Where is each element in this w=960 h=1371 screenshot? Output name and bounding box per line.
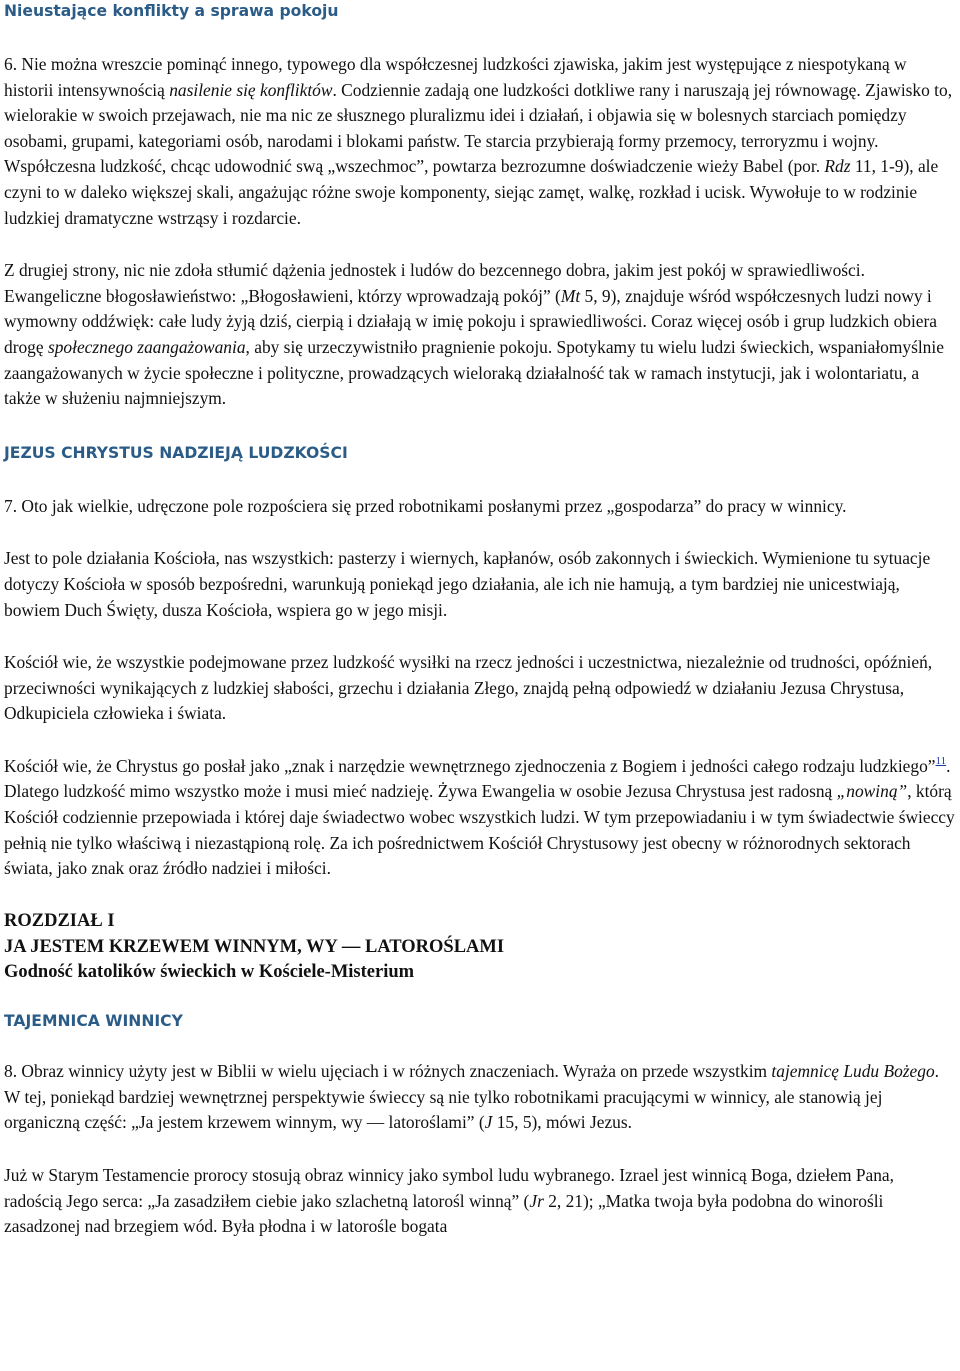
emphasis: społecznego zaangażowania (47, 336, 246, 357)
paragraph-8b: Już w Starym Testamencie prorocy stosują obraz winnicy jako symbol ludu wybranego. Izrael jest winnicą Boga, dziełem Pana, radością Jego serca: „Ja zasadziłem ciebie jako szlachetną latorośl winną” (Jr 2, 21); „Matka twoja była podobna do winorośli zasadzonej nad brzegiem wód. Była płodna i w latorośle bogata (4, 1165, 894, 1237)
section-heading-jesus: JEZUS CHRYSTUS NADZIEJĄ LUDZKOŚCI (4, 443, 348, 462)
emphasis: nasilenie się konfliktów (169, 79, 333, 100)
paragraph-8: 8. Obraz winnicy użyty jest w Biblii w wielu ujęciach i w różnych znaczeniach. Wyraża on przede wszystkim tajemnicę Ludu Bożego. W tej, poniekąd bardziej wewnętrznej perspektywie świeccy są nie tylko robotnikami pracującymi w winnicy, ale stanowią jej organiczną część: „Ja jestem krzewem winnym, wy — latoroślami” (J 15, 5), mówi Jezus. (4, 1061, 940, 1133)
chapter-heading (4, 909, 956, 986)
emphasis: „nowiną” (836, 781, 908, 802)
paragraph-7d: Kościół wie, że Chrystus go posłał jako „znak i narzędzie wewnętrznego zjednoczenia z Bogiem i jedności całego rodzaju ludzkiego”$^{11}$. Dlatego ludzkość mimo wszystko może i musi mieć nadzieję. Żywa Ewangelia w osobie Jezusa Chrystusa jest radosną „nowiną”, którą Kościół codziennie przepowiada i której daje świadectwo wobec wszystkich ludzi. W tym przepowiadaniu i w tym świadectwie świeccy pełnią nie tylko właściwą i niezastąpioną rolę. Za ich pośrednictwem Kościół Chrystusowy jest obecny w różnorodnych sektorach świata, jako znak oraz źródło nadziei i miłości. (4, 754, 955, 879)
bible-ref: Jr (529, 1190, 544, 1211)
section-heading-vineyard: TAJEMNICA WINNICY (4, 1012, 183, 1031)
paragraph-7: 7. Oto jak wielkie, udręczone pole rozpościera się przed robotnikami posłanymi przez „gospodarza” do pracy w winnicy. (4, 495, 847, 516)
footnote-link[interactable]: 11 (935, 754, 947, 767)
bible-ref: Rdz (824, 156, 851, 177)
paragraph-7b: Jest to pole działania Kościoła, nas wszystkich: pasterzy i wiernych, kapłanów, osób zakonnych i świeckich. Wymienione tu sytuacje dotyczy Kościoła w sposób bezpośredni, warunkują poniekąd jego działania, ale ich nie hamują, a tym bardziej nie unicestwiają, bowiem Duch Święty, dusza Kościoła, wspiera go w jego misji. (4, 548, 931, 620)
bible-ref: J (484, 1112, 493, 1133)
paragraph-7c: Kościół wie, że wszystkie podejmowane przez ludzkość wysiłki na rzecz jedności i uczestnictwa, niezależnie od trudności, opóźnień, przeciwności wynikających z ludzkiej słabości, grzechu i działania Złego, znajdą pełną odpowiedź w działaniu Jezusa Chrystusa, Odkupiciela człowieka i świata. (4, 652, 933, 724)
section-heading-conflicts: Nieustające konflikty a sprawa pokoju (4, 2, 339, 20)
emphasis: tajemnicę Ludu Bożego (771, 1061, 935, 1082)
chapter-subtitle: Godność katolików świeckich w Kościele-Misterium (4, 962, 415, 983)
chapter-number: ROZDZIAŁ I (4, 910, 115, 931)
bible-ref: Mt (560, 285, 581, 306)
paragraph-6: 6. Nie można wreszcie pominąć innego, typowego dla współczesnej ludzkości zjawiska, jakim jest występujące z niespotykaną w historii intensywnością nasilenie się konfliktów. Codziennie zadają one ludzkości dotkliwe rany i naruszają jej równowagę. Zjawisko to, wielorakie w swoich przejawach, nie ma nic ze słusznego pluralizmu idei i działań, i objawia się w bolesnych starciach pomiędzy osobami, grupami, kategoriami osób, narodami i blokami państw. Te starcia przybierają formy przemocy, terroryzmu i wojny. Współczesna ludzkość, chcąc udowodnić swą „wszechmoc”, powtarza bezrozumne doświadczenie wieży Babel (por. Rdz 11, 1-9), ale czyni to w daleko większej skali, angażując różne swoje komponenty, siejąc zamęt, walkę, rozkład i ucisk. Wywołuje to w rodzinie ludzkiej dramatyczne wstrząsy i rozdarcie. (4, 54, 953, 228)
paragraph-6b: Z drugiej strony, nic nie zdoła stłumić dążenia jednostek i ludów do bezcennego dobra, jakim jest pokój w sprawiedliwości. Ewangeliczne błogosławieństwo: „Błogosławieni, którzy wprowadzają pokój” (Mt 5, 9), znajduje wśród współczesnych ludzi nowy i wymowny oddźwięk: całe ludy żyją dziś, cierpią i działają w imię pokoju i sprawiedliwości. Coraz więcej osób i grup ludzkich obiera drogę społecznego zaangażowania, aby się urzeczywistniło pragnienie pokoju. Spotykamy tu wielu ludzi świeckich, wspaniałomyślnie zaangażowanych w życie społeczne i polityczne, prowadzących wieloraką działalność tak w ramach instytucji, jak i wolontariatu, a także w służeniu najmniejszym. (4, 260, 944, 409)
chapter-title: JA JESTEM KRZEWEM WINNYM, WY — LATOROŚLAMI (4, 936, 505, 957)
